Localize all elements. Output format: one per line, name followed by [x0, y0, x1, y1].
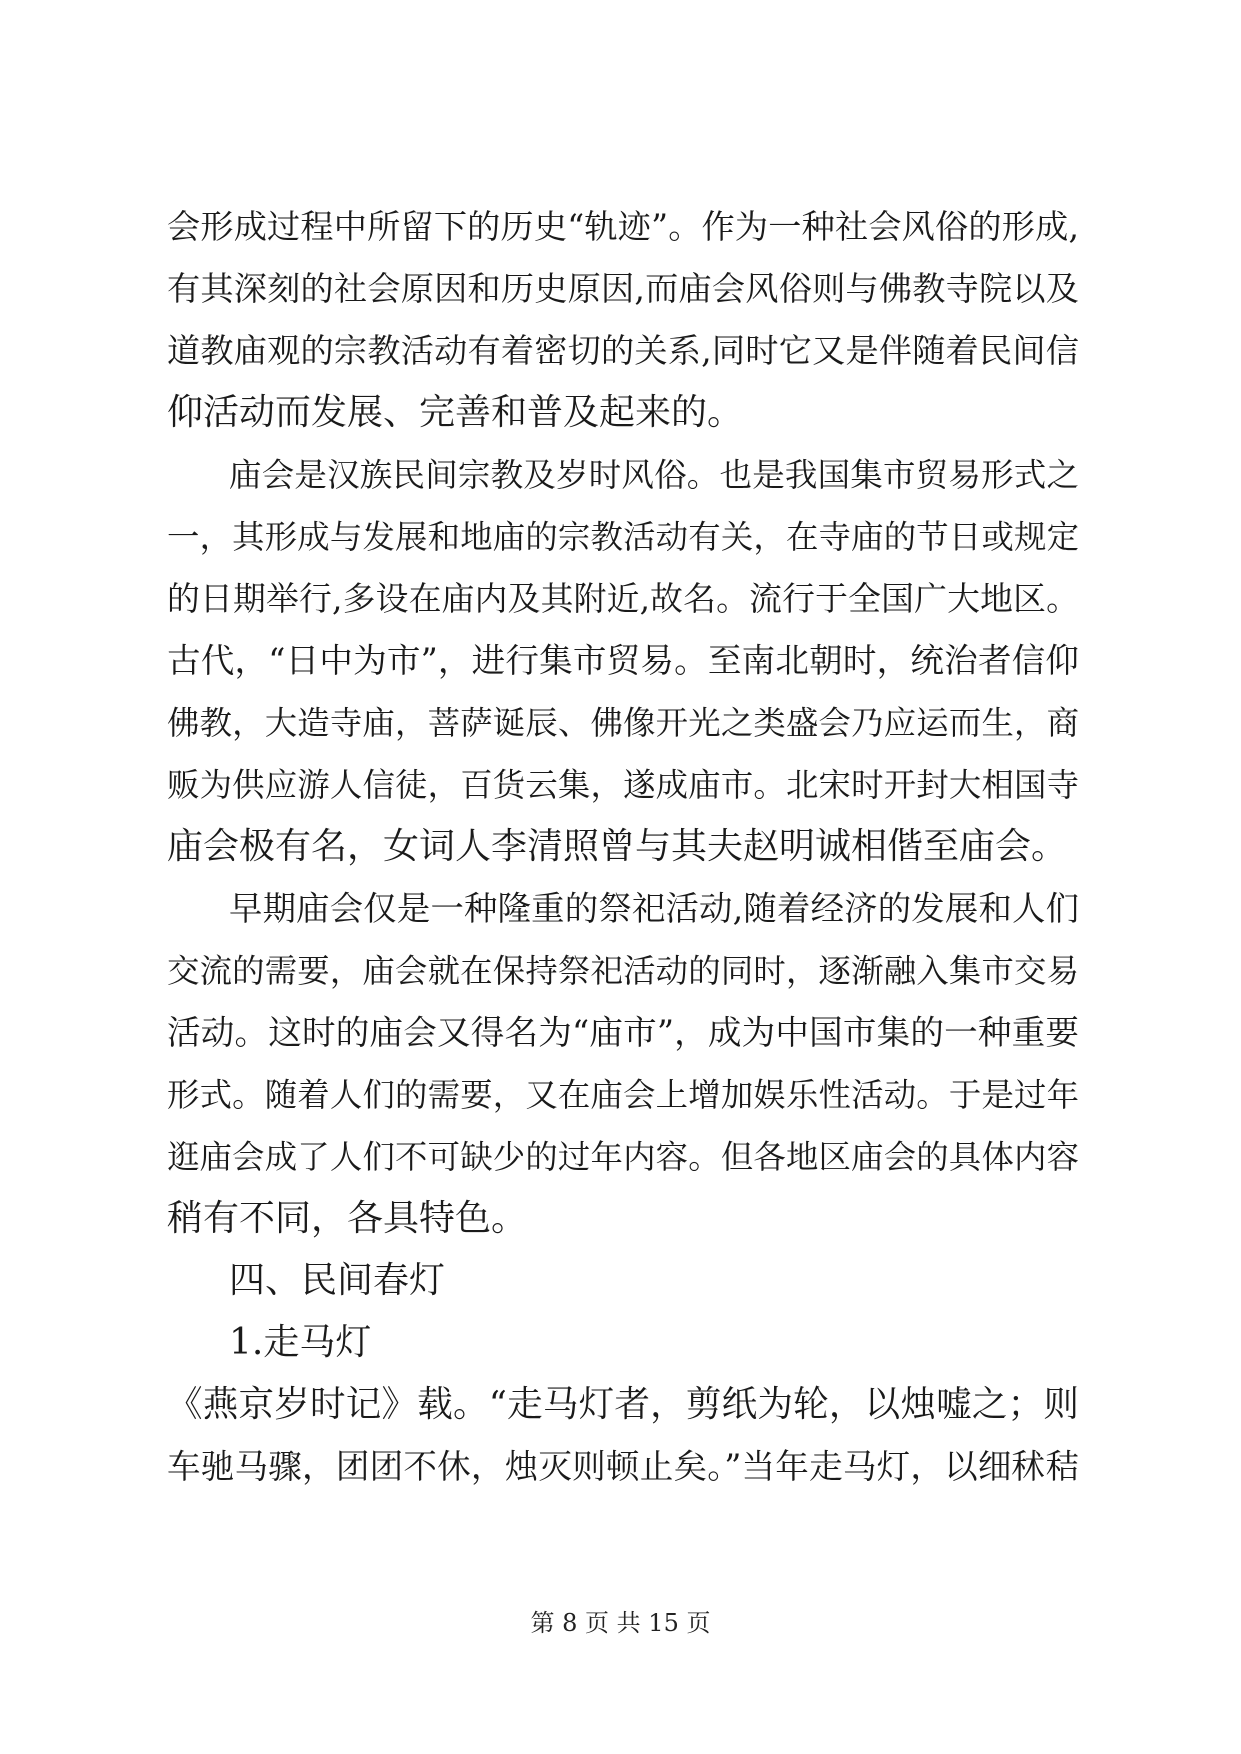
- paragraph-line: 《燕京岁时记》载。“走马灯者，剪纸为轮，以烛嘘之；则: [167, 1384, 1079, 1425]
- paragraph-line: 庙会极有名，女词人李清照曾与其夫赵明诚相偕至庙会。: [167, 826, 1068, 867]
- paragraph-line: 活动。这时的庙会又得名为“庙市”，成为中国市集的一种重要: [167, 1013, 1079, 1052]
- paragraph-line: 会形成过程中所留下的历史“轨迹”。作为一种社会风俗的形成,: [167, 207, 1079, 246]
- paragraph-line: 交流的需要，庙会就在保持祭祀活动的同时，逐渐融入集市交易: [167, 952, 1079, 990]
- paragraph-line: 形式。随着人们的需要，又在庙会上增加娱乐性活动。于是过年: [167, 1076, 1079, 1114]
- paragraph-line: 稍有不同，各具特色。: [167, 1198, 528, 1239]
- page-footer: 第 8 页 共 15 页: [530, 1609, 711, 1637]
- paragraph-line: 庙会是汉族民间宗教及岁时风俗。也是我国集市贸易形式之: [229, 456, 1079, 494]
- paragraph-line: 佛教，大造寺庙，菩萨诞辰、佛像开光之类盛会乃应运而生，商: [167, 704, 1079, 742]
- paragraph-line: 贩为供应游人信徒，百货云集，遂成庙市。北宋时开封大相国寺: [167, 766, 1079, 804]
- subsection-heading: 1.走马灯: [229, 1322, 372, 1363]
- document-body: [167, 196, 1079, 1498]
- paragraph-line: 早期庙会仅是一种隆重的祭祀活动,随着经济的发展和人们: [229, 889, 1079, 928]
- paragraph-line: 一，其形成与发展和地庙的宗教活动有关，在寺庙的节日或规定: [167, 518, 1079, 556]
- paragraph-line: 逛庙会成了人们不可缺少的过年内容。但各地区庙会的具体内容: [167, 1138, 1079, 1176]
- paragraph-line: 车驰马骤，团团不休，烛灭则顿止矣。”当年走马灯，以细秫秸: [167, 1447, 1079, 1486]
- paragraph-line: 道教庙观的宗教活动有着密切的关系,同时它又是伴随着民间信: [167, 331, 1079, 370]
- paragraph-line: 有其深刻的社会原因和历史原因,而庙会风俗则与佛教寺院以及: [167, 269, 1079, 308]
- paragraph-line: 古代，“日中为市”，进行集市贸易。至南北朝时，统治者信仰: [167, 641, 1079, 680]
- paragraph-line: 仰活动而发展、完善和普及起来的。: [167, 392, 744, 433]
- section-heading: 四、民间春灯: [229, 1260, 446, 1301]
- paragraph-line: 的日期举行,多设在庙内及其附近,故名。流行于全国广大地区。: [167, 580, 1079, 618]
